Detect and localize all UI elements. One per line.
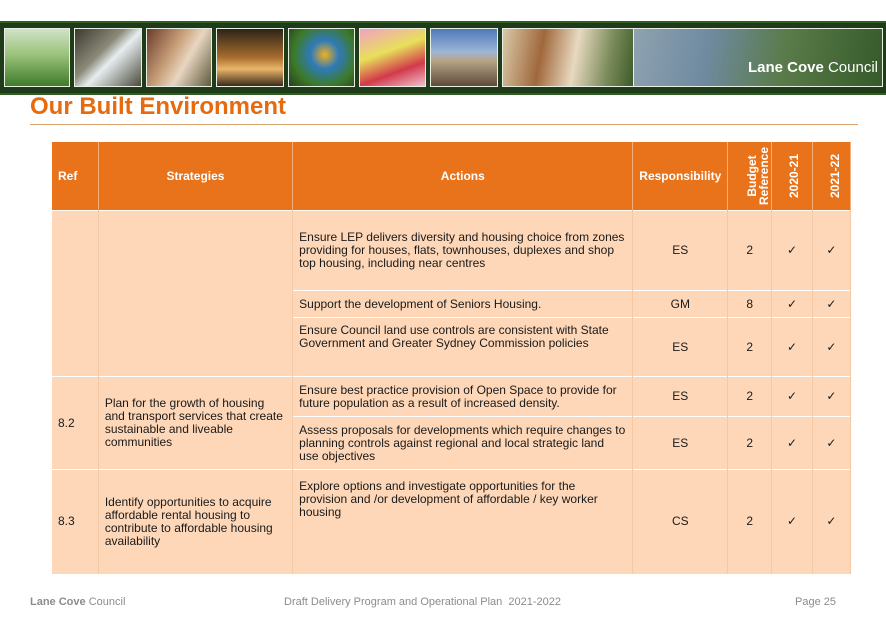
action-cell: Ensure LEP delivers diversity and housing choice from zones providing for houses, flats, townhouses, duplexes and shop top housing, including near centres (293, 211, 633, 291)
header-actions: Actions (293, 142, 633, 211)
harbour-photo (634, 28, 883, 87)
strategy-cell: Plan for the growth of housing and transport services that create sustainable and liveable communities (98, 377, 292, 470)
header-2021-22: 2021-22 (812, 142, 850, 211)
header-ref: Ref (52, 142, 98, 211)
footer-org: Lane Cove Council (30, 596, 126, 608)
check-2021-22: ✓ (812, 377, 850, 417)
street-photo (502, 28, 634, 87)
action-cell: Ensure Council land use controls are consistent with State Government and Greater Sydney Commission policies (293, 318, 633, 377)
responsibility-cell: ES (633, 318, 728, 377)
title-divider (30, 124, 858, 125)
check-2020-21: ✓ (772, 377, 812, 417)
check-2020-21: ✓ (772, 470, 812, 574)
strategy-cell (98, 211, 292, 377)
action-cell: Ensure best practice provision of Open Space to provide for future population as a result of increased density. (293, 377, 633, 417)
check-2021-22: ✓ (812, 291, 850, 318)
festival-photo (146, 28, 212, 87)
budget-cell: 2 (728, 417, 772, 470)
check-2021-22: ✓ (812, 211, 850, 291)
check-2020-21: ✓ (772, 211, 812, 291)
budget-cell: 2 (728, 318, 772, 377)
budget-cell: 8 (728, 291, 772, 318)
waterfall-photo (74, 28, 142, 87)
ref-cell: 8.3 (52, 470, 98, 574)
budget-cell: 2 (728, 377, 772, 417)
check-2020-21: ✓ (772, 291, 812, 318)
table-row (52, 377, 851, 417)
strategy-cell: Identify opportunities to acquire affordable rental housing to contribute to affordable housing availability (98, 470, 292, 574)
building-photo (430, 28, 498, 87)
lane-cove-council-logo: Lane Cove Council (747, 59, 878, 76)
responsibility-cell: ES (633, 417, 728, 470)
responsibility-cell: ES (633, 211, 728, 291)
footer-doc-title: Draft Delivery Program and Operational Plan 2021-2022 (284, 596, 561, 608)
actions-table (52, 142, 851, 574)
responsibility-cell: GM (633, 291, 728, 318)
responsibility-cell: ES (633, 377, 728, 417)
market-photo (216, 28, 284, 87)
footer-page-number: Page 25 (795, 596, 836, 608)
table-row (52, 470, 851, 574)
table-row (52, 211, 851, 291)
header-2020-21: 2020-21 (772, 142, 812, 211)
park-photo (4, 28, 70, 87)
responsibility-cell: CS (633, 470, 728, 574)
page-title: Our Built Environment (30, 93, 287, 120)
header-banner (0, 21, 886, 95)
action-cell: Assess proposals for developments which require changes to planning controls against regional and local strategic land use objectives (293, 417, 633, 470)
table-header-row (52, 142, 851, 211)
ref-cell: 8.2 (52, 377, 98, 470)
ref-cell (52, 211, 98, 377)
check-2020-21: ✓ (772, 417, 812, 470)
budget-cell: 2 (728, 470, 772, 574)
budget-cell: 2 (728, 211, 772, 291)
check-2020-21: ✓ (772, 318, 812, 377)
dancer-photo (359, 28, 426, 87)
action-cell: Explore options and investigate opportunities for the provision and /or development of affordable / key worker housing (293, 470, 633, 574)
parrot-photo (288, 28, 355, 87)
header-strategies: Strategies (98, 142, 292, 211)
action-cell: Support the development of Seniors Housing. (293, 291, 633, 318)
header-budget-reference: Budget Reference (728, 142, 772, 211)
check-2021-22: ✓ (812, 470, 850, 574)
check-2021-22: ✓ (812, 417, 850, 470)
check-2021-22: ✓ (812, 318, 850, 377)
header-responsibility: Responsibility (633, 142, 728, 211)
